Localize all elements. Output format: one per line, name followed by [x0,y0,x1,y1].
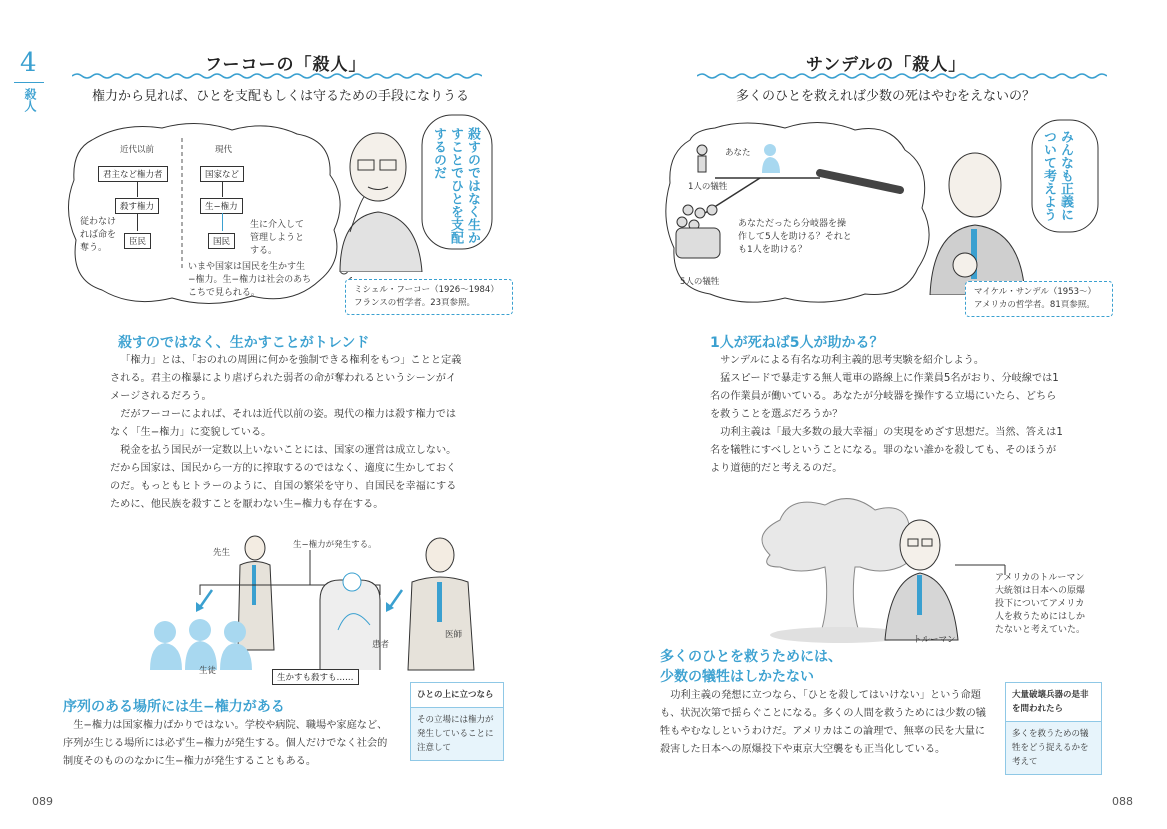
profile-box-right [965,281,1113,317]
chapter-label: 殺人 [23,88,37,112]
paragraph: だがフーコーによれば、それは近代以前の姿。現代の権力は殺す権力ではなく「生−権力」に変貌している。 [110,409,457,438]
box-people-2: 国民 [208,233,235,249]
paragraph: サンデルによる有名な功利主義的思考実験を紹介しよう。 [720,355,985,366]
section-body-left-1 [110,352,465,514]
page-title-left: フーコーの「殺人」 [205,55,367,75]
hierarchy-illustration [140,530,480,680]
paragraph: 「権力」とは、「おのれの周囲に何かを強制できる権利をもつ」ことと定義される。君主の権暴により虐げられた弱者の命が奪われるというシーンがイメージされるだろう。 [110,355,462,402]
paragraph: 功利主義は「最大多数の最大幸福」の実現をめざす思想だ。当然、答えは1名を犠牲にすべしということになる。罪のない誰かを殺しても、そのほうがより道徳的だと考えるのだ。 [710,427,1063,474]
arrow-down-3 [222,182,223,197]
paragraph: 税金を払う国民が一定数以上いないことには、国家の運営は成立しない。だから国家は、国民から一方的に搾取するのではなく、適度に生かしておくのだ。もっともヒトラーのように、自国の繁栄を守り、自国民を幸福にするために、他民族を殺すことを厭わない生−権力も存在する。 [110,445,457,510]
sidebox-right-bottom: 多くを救うための犠牲をどう捉えるかを考えて [1012,729,1089,767]
trolley-question: あなただったら分岐器を操作して5人を助ける？それとも1人を助ける？ [738,219,852,255]
paragraph: 生−権力は国家権力ばかりではない。学校や病院、職場や家庭など、序列が生じる場所には必ず生−権力が発生する。個人だけでなく社会的制度そのもののなかに生−権力が発生することもある。 [63,720,388,767]
section-body-left-2 [63,717,396,771]
paragraph: 功利主義の発想に立つなら、「ひとを殺してはいけない」という命題も、状況次第で揺らぐことになる。多くの人間を救うためには少数の犠牲もやむなしというわけだ。アメリカはこの論理で、無辜の民を大量に殺害した日本への原爆投下や東京大空襲をも正当化している。 [660,690,986,755]
section-title-left-1: 殺すのではなく、生かすことがトレンド [118,335,370,351]
section-title-right-2 [660,647,842,687]
diagram-col2-text: 生に介入して管理しようとする。 [250,220,305,256]
foucault-illustration [330,122,430,272]
label-one-victim: 1人の犠牲 [688,182,728,192]
box-sovereign: 君主など権力者 [98,166,168,182]
sandel-illustration [925,145,1030,295]
page-subtitle-right: 多くのひとを救えれば少数の死はやむをえないの？ [736,89,1036,104]
section-title-right-1: 1人が死ねば5人が助かる？ [710,335,884,351]
arrow-down-2 [137,213,138,231]
section-body-right-2 [660,687,990,759]
label-caption-2: 生かすも殺すも…… [272,669,359,685]
sidebox-right-top: 大量破壊兵器の是非を問われたら [1006,683,1101,722]
label-teacher: 先生 [213,548,231,558]
profile-name-left: ミシェル・フーコー（1926〜1984） [354,285,499,295]
wavy-divider-right [697,72,1107,80]
diagram-col1-text: 従わなければ命を奪う。 [80,217,117,253]
page-title-right: サンデルの「殺人」 [806,55,967,75]
speech-text-left: 殺すのではなく生かすことでひとを支配するのだ [431,127,480,244]
sidebox-left [410,682,504,761]
label-five-victims: 5人の犠牲 [680,277,720,287]
wavy-divider-left [72,72,482,80]
section-title-left-2: 序列のある場所には生−権力がある [63,699,285,715]
sidebox-left-bottom: その立場には権力が発生していることに注意して [417,715,494,753]
section-title-right-2-line1: 多くのひとを救うためには、 [660,649,842,665]
diagram-bottom-note: いまや国家は国民を生かす生−権力。生−権力は社会のあちこちで見られる。 [188,262,312,298]
sidebox-left-top: ひとの上に立つなら [411,683,503,708]
profile-name-right: マイケル・サンデル（1953〜） [974,287,1097,297]
box-people-1: 臣民 [124,233,151,249]
label-students: 生徒 [199,666,217,676]
section-title-right-2-line2: 少数の犠牲はしかたない [660,669,814,685]
label-truman: トルーマン [913,635,956,645]
section-body-right-1 [710,352,1065,478]
label-caption: 生−権力が発生する。 [293,540,377,550]
page-subtitle-left: 権力から見れば、ひとを支配もしくは守るための手段になりうる [92,89,470,104]
mushroom-cloud-illustration [750,495,1010,645]
paragraph: 猛スピードで暴走する無人電車の路線上に作業員5名がおり、分岐線では1名の作業員が働いている。あなたが分岐器を操作する立場にいたら、どちらを救うことを選ぶだろうか？ [710,373,1059,420]
page-number-right: 088 [1112,795,1133,808]
page-number-left: 089 [32,795,53,808]
truman-note: アメリカのトルーマン大統領は日本への原爆投下についてアメリカ人を救うためにはしかたないと考えていた。 [995,573,1086,635]
diagram-col1-header: 近代以前 [120,145,155,155]
speech-text-right: みんなも正義について考えよう [1041,130,1073,221]
box-kill-power: 殺す権力 [115,198,159,214]
sidebox-right [1005,682,1102,775]
arrow-down-4 [222,213,223,231]
label-you: あなた [725,148,751,158]
label-patient: 患者 [372,640,390,650]
profile-desc-left: フランスの哲学者。23頁参照。 [354,298,476,308]
label-doctor: 医師 [445,630,463,640]
chapter-line [14,82,44,83]
chapter-number: 4 [20,48,37,78]
profile-box-left [345,279,513,315]
diagram-col2-header: 現代 [215,145,233,155]
arrow-down-1 [137,182,138,197]
profile-desc-right: アメリカの哲学者。81頁参照。 [974,300,1095,310]
box-state: 国家など [200,166,244,182]
box-life-power: 生−権力 [200,198,243,214]
